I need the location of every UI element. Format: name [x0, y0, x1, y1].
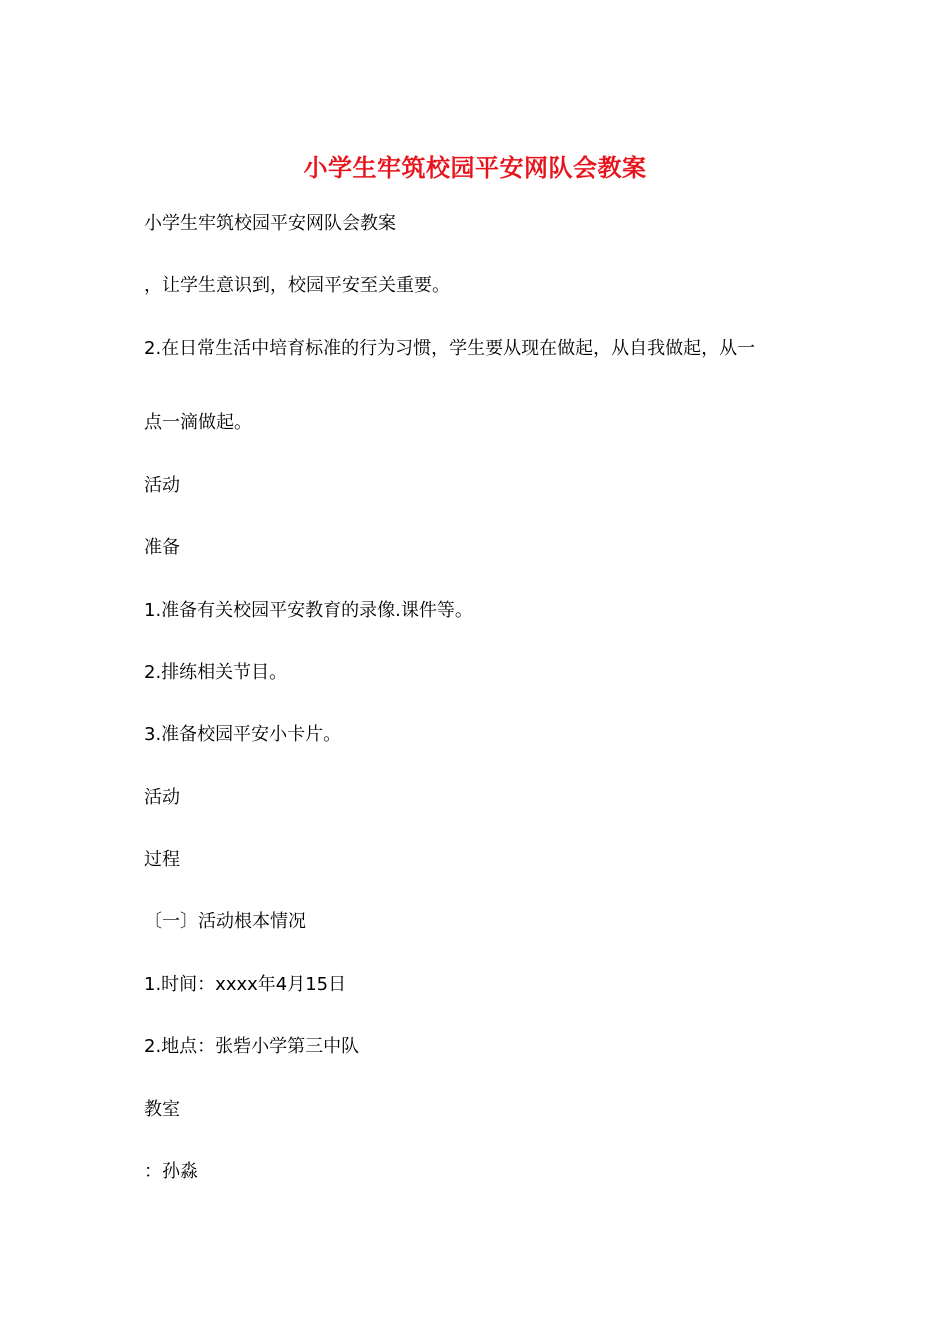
text-line-section-1: 〔一〕活动根本情况	[144, 911, 306, 932]
text-line-time: 1.时间：xxxx年4月15日	[144, 974, 347, 995]
text-line-subtitle: 小学生牢筑校园平安网队会教案	[144, 213, 396, 234]
text-line-heading-process: 过程	[144, 849, 180, 870]
text-line-goal-2-cont: 点一滴做起。	[144, 412, 252, 433]
text-line-location: 2.地点：张砦小学第三中队	[144, 1036, 360, 1057]
text-line-heading-prep: 准备	[144, 537, 180, 558]
document-title: 小学生牢筑校园平安网队会教案	[303, 154, 647, 182]
text-line-prep-2: 2.排练相关节目。	[144, 662, 288, 683]
text-line-prep-3: 3.准备校园平安小卡片。	[144, 724, 342, 745]
text-line-host: ：孙淼	[144, 1161, 198, 1182]
text-line-prep-1: 1.准备有关校园平安教育的录像.课件等。	[144, 600, 473, 621]
text-line-heading-activity: 活动	[144, 475, 180, 496]
text-line-goal-2: 2.在日常生活中培育标准的行为习惯，学生要从现在做起，从自我做起，从一	[144, 338, 756, 359]
text-line-heading-activity-2: 活动	[144, 787, 180, 808]
text-line-intro: ，让学生意识到，校园平安至关重要。	[144, 275, 450, 296]
text-line-classroom: 教室	[144, 1099, 180, 1120]
